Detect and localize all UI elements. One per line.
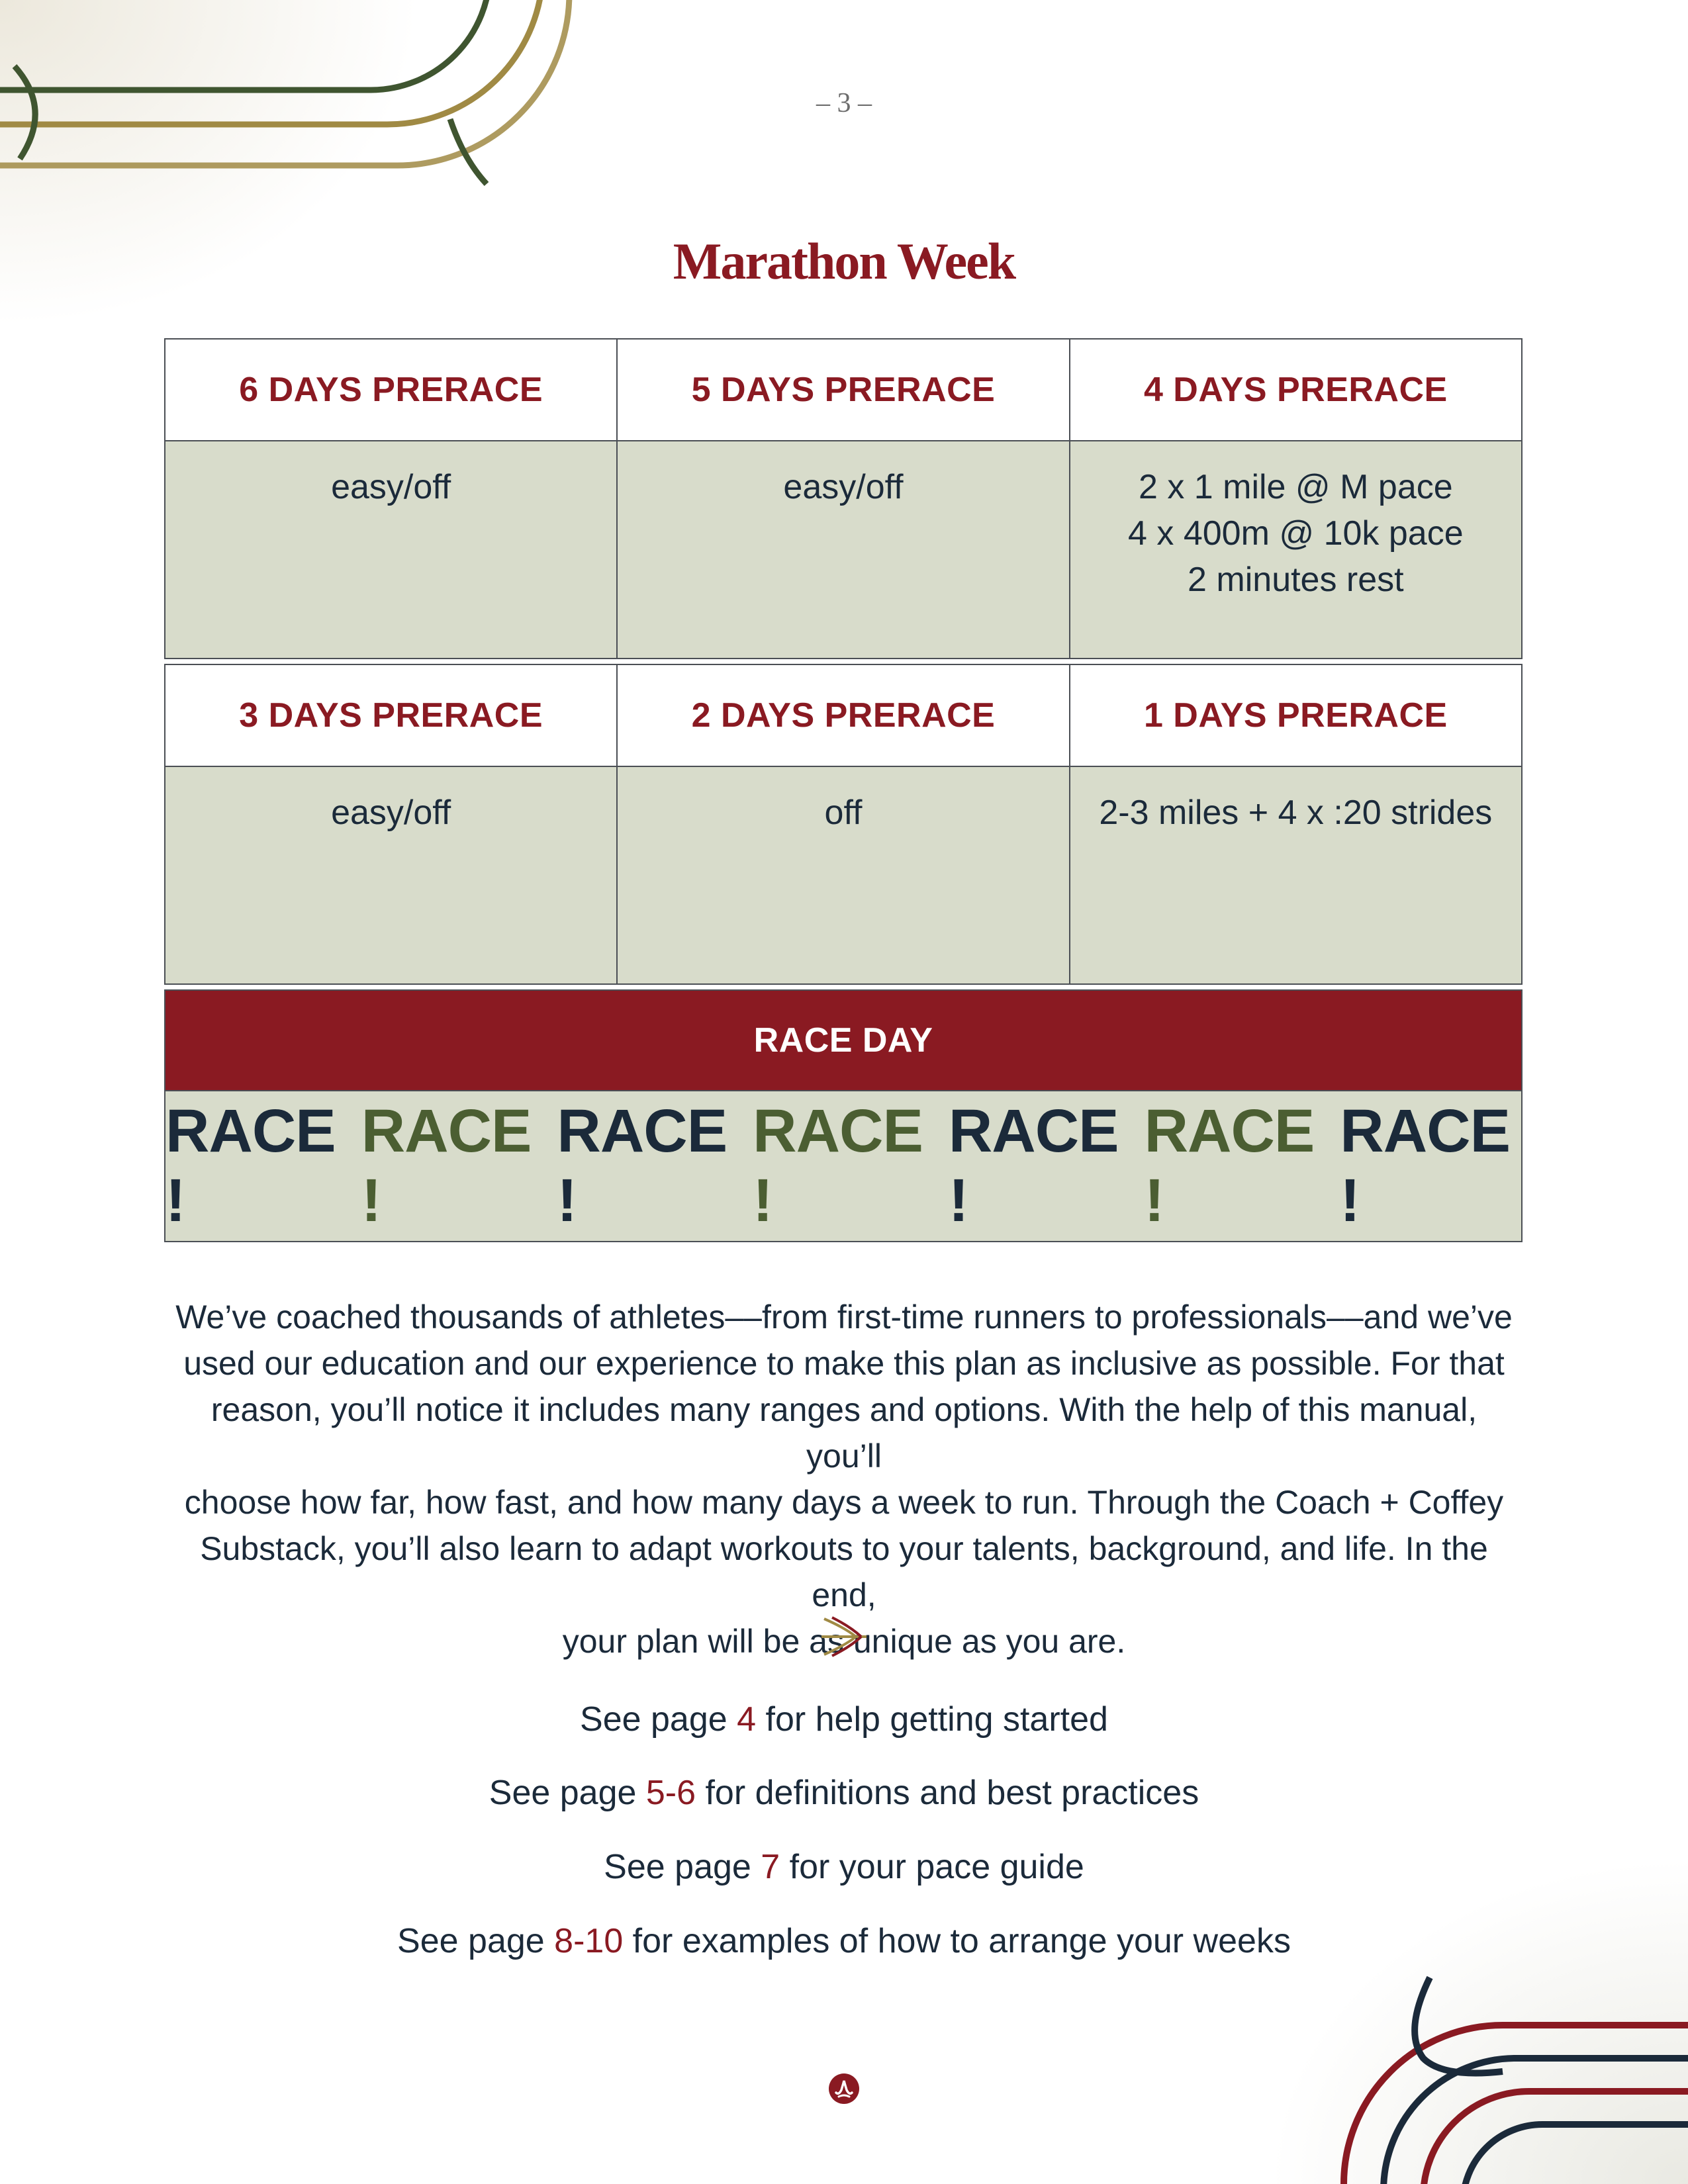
workout-line: off: [824, 794, 863, 832]
see-prefix: See page: [489, 1774, 646, 1812]
paragraph-line: Substack, you’ll also learn to adapt workouts to your talents, background, and life. In the end,: [200, 1530, 1488, 1614]
workout-line: 2 x 1 mile @ M pace: [1138, 468, 1453, 506]
see-page-link-getting-started: [0, 1700, 1688, 1739]
header-6-days-prerace: 6 DAYS PRERACE: [165, 339, 617, 441]
cell-3-days-prerace: [165, 766, 617, 984]
paragraph-line: choose how far, how fast, and how many days a week to run. Through the Coach + Coffey: [184, 1484, 1504, 1521]
paragraph-line: your plan will be as unique as you are.: [562, 1623, 1126, 1660]
race-word: RACE !: [361, 1097, 532, 1234]
workout-line: 2 minutes rest: [1188, 561, 1404, 599]
table-body-row: [165, 766, 1522, 984]
page-ref: 5-6: [645, 1774, 696, 1812]
race-day-header: RACE DAY: [165, 991, 1521, 1090]
see-prefix: See page: [604, 1848, 761, 1886]
race-day-box: [164, 989, 1523, 1242]
race-word: RACE !: [1340, 1097, 1510, 1234]
race-day-body: [165, 1090, 1521, 1241]
page-ref: 4: [737, 1700, 757, 1739]
cell-6-days-prerace: [165, 441, 617, 659]
cell-1-days-prerace: [1070, 766, 1522, 984]
race-word: RACE !: [557, 1097, 727, 1234]
track-lines-decoration-bottom-right: [1331, 1972, 1688, 2184]
see-page-link-pace-guide: [0, 1847, 1688, 1887]
see-suffix: for examples of how to arrange your weeks: [623, 1922, 1291, 1960]
schedule-table-days-6-to-4: [164, 338, 1523, 659]
page-ref: 7: [761, 1848, 780, 1886]
see-page-link-week-examples: [0, 1921, 1688, 1961]
page-ref: 8-10: [554, 1922, 624, 1960]
workout-line: 2-3 miles + 4 x :20 strides: [1099, 794, 1493, 832]
lululemon-logo-icon: [828, 2073, 860, 2105]
header-5-days-prerace: 5 DAYS PRERACE: [617, 339, 1069, 441]
see-suffix: for your pace guide: [780, 1848, 1084, 1886]
race-word: RACE !: [753, 1097, 923, 1234]
paragraph-line: used our education and our experience to make this plan as inclusive as possible. For that: [183, 1345, 1505, 1382]
table-header-row: [165, 339, 1522, 441]
race-word: RACE !: [165, 1097, 336, 1234]
page-title: Marathon Week: [673, 232, 1015, 290]
see-suffix: for definitions and best practices: [696, 1774, 1199, 1812]
see-page-link-definitions: [0, 1773, 1688, 1813]
paragraph-line: We’ve coached thousands of athletes––from first-time runners to professionals––and we’ve: [175, 1298, 1513, 1336]
workout-line: easy/off: [331, 468, 451, 506]
header-1-days-prerace: 1 DAYS PRERACE: [1070, 664, 1522, 766]
cell-5-days-prerace: [617, 441, 1069, 659]
table-body-row: [165, 441, 1522, 659]
paragraph-line: reason, you’ll notice it includes many ranges and options. With the help of this manual, you’ll: [211, 1391, 1477, 1475]
workout-line: easy/off: [331, 794, 451, 832]
see-suffix: for help getting started: [756, 1700, 1108, 1739]
table-header-row: [165, 664, 1522, 766]
arrow-feather-icon: [819, 1615, 869, 1659]
cell-4-days-prerace: [1070, 441, 1522, 659]
workout-line: easy/off: [783, 468, 904, 506]
intro-paragraph: [173, 1294, 1515, 1664]
race-word: RACE !: [1144, 1097, 1315, 1234]
header-4-days-prerace: 4 DAYS PRERACE: [1070, 339, 1522, 441]
schedule-table-days-3-to-1: [164, 664, 1523, 985]
see-prefix: See page: [580, 1700, 737, 1739]
header-2-days-prerace: 2 DAYS PRERACE: [617, 664, 1069, 766]
race-word: RACE !: [948, 1097, 1119, 1234]
page-number: – 3 –: [816, 88, 872, 118]
cell-2-days-prerace: [617, 766, 1069, 984]
see-prefix: See page: [397, 1922, 555, 1960]
workout-line: 4 x 400m @ 10k pace: [1128, 514, 1464, 553]
header-3-days-prerace: 3 DAYS PRERACE: [165, 664, 617, 766]
